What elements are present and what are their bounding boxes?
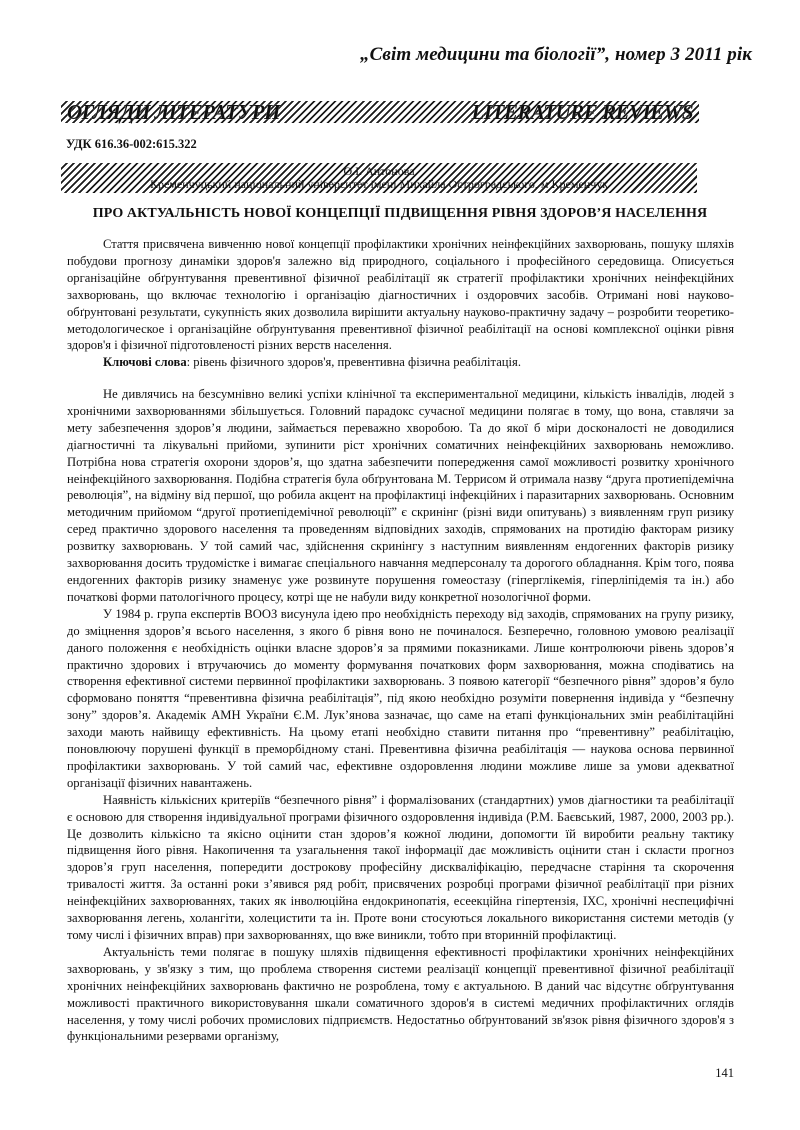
keywords-text: : рівень фізичного здоров'я, превентивна фізична реабілітація. bbox=[186, 355, 521, 370]
author-affiliation: Кременчуцький національний університет імені Михайла Остроградського, м Кременчук bbox=[149, 177, 609, 191]
article-body bbox=[67, 386, 734, 1045]
body-paragraph: Не дивлячись на безсумнівно великі успіхи клінічної та експериментальної медицини, кількість інвалідів, людей з хронічними захворюваннями збільшується. Головний парадокс сучасної медицини полягає в тому, що вона, ставлячи за мету забезпечення здоров’я людини, займається переважно хворобою. Та до якої б міри досконалості не доводилися діагностичні та лікувальні прийоми, зупинити ріст хронічних соматичних неінфекційних захворювань неможливо. Потрібна нова стратегія охорони здоров’я, що здатна забезпечити попередження самої можливості розвитку хронічного неінфекційного захворювання. Подібна стратегія була обґрунтована М. Террисом й отримала назву “друга протиепідемічна революція”, на відміну від першої, що робила акцент на профілактиці інфекційних і паразитарних захворювань. Основним методичним прийомом “другої протиепідемічної революції” є скринінг (різні види опитувань) з виявленням груп ризику серед практично здорового населення та проведенням відповідних заходів, спрямованих на протидію факторам ризику розвитку захворювань. У той самий час, здійснення скринінгу з наступним виявленням ендогенних факторів ризику захворювання досить трудомістке і вимагає спеціального навчання медперсоналу та дорогого обладнання. Крім того, поява ендогенних факторів ризику знаменує уже розвинуте порушення гомеостазу (гіперглікемія, гіперліпідемія та ін.) або початкові форми патологічного процесу, котрі ще не набули виду конкретної нозологічної форми. bbox=[67, 387, 734, 604]
section-label-ukrainian: ОГЛЯДИ ЛІТЕРАТУРИ bbox=[67, 99, 280, 124]
author-banner bbox=[61, 163, 697, 193]
section-banner bbox=[61, 101, 699, 123]
journal-header: „Світ медицини та біології”, номер 3 2011 рік bbox=[360, 44, 752, 65]
body-paragraph: Актуальність теми полягає в пошуку шляхів підвищення ефективності профілактики хронічних неінфекційних захворювань, у зв'язку з тим, що проблема створення системи реалізації концепції превентивної фізичної реабілітації хронічних неінфекційних захворювань фактично не розроблена, тому є актуальною. В даний час відсутнє обґрунтування можливості практичного використовування шкали соматичного здоров'я в системі медичних профілактичних оглядів населення, у тому числі робочих промислових підприємств. Недостатньо обґрунтований зв'язок рівня фізичного здоров'я з функціональними резервами організму, bbox=[67, 944, 734, 1044]
abstract-text: Стаття присвячена вивченню нової концепції профілактики хронічних неінфекційних захворювань, пошуку шляхів побудови прогнозу динаміки здоров'я залежно від природного, соціального і професійного середовища. Описується організаційне обґрунтування превентивної фізичної реабілітації як стратегії профілактики хронічних неінфекційних захворювань, що включає технологію і організацію діагностичних і оздоровчих засобів. Отримані нові науково-обґрунтовані результати, сукупність яких дозволила вирішити актуальну науково-практичну задачу – розробити теоретико-методологическое і організаційне обґрунтування превентивної фізичної реабілітації на основі комплексної оцінки рівня здоров'я і фізичної підготовленості різних верств населення. bbox=[67, 237, 734, 353]
abstract bbox=[67, 236, 734, 371]
keywords bbox=[67, 354, 734, 371]
author-name: О.І. Антонова bbox=[343, 164, 415, 178]
body-paragraph: У 1984 р. група експертів ВООЗ висунула ідею про необхідність переходу від заходів, спрямованих на групу ризику, до зміцнення здоров’я всього населення, з якого б рівня воно не починалося. Безперечно, головною умовою реалізації даного положення є необхідність оцінки власне здоров’я за прямими показниками. Лише контролюючи рівень здоров’я практично здорових і втручаючись до моменту формування початкових форм захворювання, можна сподіватись на створення ефективної системи первинної профілактики захворювань. З появою категорії “безпечного рівня” здоров’я було сформовано поняття “превентивна фізична реабілітація”, під якою необхідно розуміти повернення індивіда у “безпечну зону” здоров’я. Академік АМН України Є.М. Лук’янова зазначає, що саме на етапі функціональних змін реабілітаційні заходи мають найвищу ефективність. На цьому етапі необхідно ставити питання про “превентивну” реабілітацію, поновлюючу порушені функції в преморбідному стані. Превентивна фізична реабілітація — наукова основа первинної профілактики захворювань. У той самий час, ефективне оздоровлення людини можливе лише за умови адекватної організації фізичних навантажень. bbox=[67, 606, 734, 790]
page-number: 141 bbox=[715, 1066, 734, 1080]
article-title: ПРО АКТУАЛЬНІСТЬ НОВОЇ КОНЦЕПЦІЇ ПІДВИЩЕННЯ РІВНЯ ЗДОРОВ’Я НАСЕЛЕННЯ bbox=[92, 206, 708, 221]
body-paragraph: Наявність кількісних критеріїв “безпечного рівня” і формалізованих (стандартних) умов діагностики та реабілітації є основою для створення індивідуальної програми фізичного оздоровлення індивіда (Р.М. Баєвський, 1987, 2000, 2003 рр.). Це дозволить кількісно та якісно оцінити стан здоров’я кожної людини, допомогти їй виробити реальну тактику підвищення його рівня. Накопичення та узагальнення такої інформації дає можливість оцінити стан і скласти прогноз здоров’я груп населення, попередити дострокову професійну дискваліфікацію, передчасне старіння та скорочення тривалості життя. За останні роки з’явився ряд робіт, присвячених розробці програми фізичної реабілітації при різних неінфекційних захворюваннях, таких як інволюційна ендокринопатія, есеекційна гіпертензія, ІХС, хронічні неспецифічні захворювання легень, холангіти, холецистити та ін. Проте вони стосуються локального використання системи методів (у тому числі і фізичних вправ) при захворюваннях, що вже виникли, тобто при вторинній профілактиці. bbox=[67, 792, 734, 942]
section-label-english: LITERATURE REVIEWS bbox=[471, 99, 693, 124]
udk-code: УДК 616.36-002:615.322 bbox=[66, 137, 197, 151]
keywords-label: Ключові слова bbox=[103, 355, 187, 370]
